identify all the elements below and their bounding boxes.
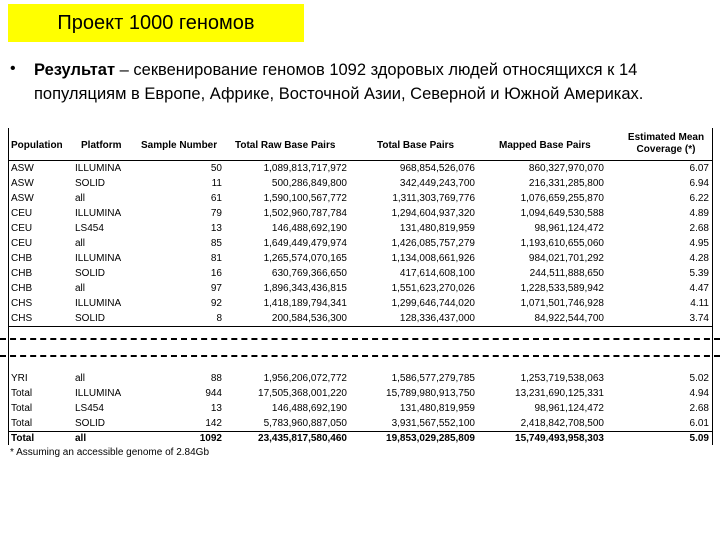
table-cell: 13,231,690,125,331: [515, 388, 604, 399]
table-cell: 1,299,646,744,020: [391, 298, 475, 309]
table-row: [9, 251, 712, 266]
header-estimated-mean-coverage: Estimated Mean Coverage (*): [627, 132, 705, 155]
table-cell: ASW: [11, 193, 34, 204]
table-cell: 984,021,701,292: [528, 253, 604, 264]
table-cell: 968,854,526,076: [399, 163, 475, 174]
table-row: [9, 206, 712, 221]
table-cell: 342,449,243,700: [399, 178, 475, 189]
cut-line-1: [0, 338, 720, 340]
table-cell: 1,094,649,530,588: [520, 208, 604, 219]
table-cell: 4.95: [689, 238, 709, 249]
header-total-base-pairs: Total Base Pairs: [377, 140, 455, 151]
table-cell: 131,480,819,959: [399, 403, 475, 414]
table-row: [9, 416, 712, 432]
table-cell: 17,505,368,001,220: [258, 388, 347, 399]
table-cell: 2.68: [689, 223, 709, 234]
table-cell: CHB: [11, 268, 33, 279]
header-platform: Platform: [81, 140, 122, 151]
table-cell: all: [75, 433, 87, 444]
table-row: [9, 221, 712, 236]
table-cell: LS454: [75, 403, 104, 414]
table-cell: LS454: [75, 223, 104, 234]
table-cell: CEU: [11, 238, 33, 249]
table-cell: 1092: [199, 433, 222, 444]
genome-table: [8, 128, 713, 445]
table-cell: 131,480,819,959: [399, 223, 475, 234]
table-cell: CEU: [11, 223, 33, 234]
table-row: [9, 236, 712, 251]
table-cell: 4.11: [690, 298, 709, 309]
table-cell: SOLID: [75, 178, 106, 189]
table-cell: 6.22: [689, 193, 709, 204]
table-cell: 1,134,008,661,926: [391, 253, 475, 264]
table-cell: 244,511,888,650: [529, 268, 604, 279]
table-cell: all: [75, 373, 86, 384]
header-sample-number: Sample Number: [141, 140, 218, 151]
table-cell: 1,089,813,717,972: [263, 163, 347, 174]
table-row: [9, 371, 712, 386]
table-cell: CHS: [11, 313, 33, 324]
table-cell: 1,253,719,538,063: [520, 373, 604, 384]
table-cell: 860,327,970,070: [528, 163, 604, 174]
table-cell: 5.02: [689, 373, 709, 384]
table-cell: 1,076,659,255,870: [520, 193, 604, 204]
table-row: [9, 161, 712, 176]
table-cell: 92: [210, 298, 222, 309]
table-cell: all: [75, 283, 86, 294]
table-cell: 128,336,437,000: [399, 313, 475, 324]
table-cell: 1,551,623,270,026: [391, 283, 475, 294]
table-cell: YRI: [11, 373, 28, 384]
table-row: [9, 281, 712, 296]
table-cell: 19,853,029,285,809: [386, 433, 475, 444]
table-cell: 1,311,303,769,776: [392, 193, 475, 204]
table-cell: 6.07: [689, 163, 709, 174]
table-cell: 1,228,533,589,942: [520, 283, 604, 294]
table-cell: 417,614,608,100: [399, 268, 475, 279]
table-cell: 88: [210, 373, 222, 384]
table-cell: ASW: [11, 178, 34, 189]
table-cell: 6.01: [689, 418, 709, 429]
table-cell: 142: [205, 418, 222, 429]
result-paragraph: [34, 58, 714, 106]
table-cell: 1,418,189,794,341: [263, 298, 347, 309]
table-cell: 85: [210, 238, 222, 249]
table-cell: 1,071,501,746,928: [520, 298, 604, 309]
table-cell: SOLID: [75, 313, 106, 324]
table-row: [9, 401, 712, 416]
table-cell: 1,956,206,072,772: [263, 373, 347, 384]
table-cell: 146,488,692,190: [271, 403, 347, 414]
table-cell: 1,193,610,655,060: [520, 238, 604, 249]
table-cell: CEU: [11, 208, 33, 219]
table-row: [9, 296, 712, 311]
table-cell: 79: [210, 208, 222, 219]
table-cell: 630,769,366,650: [271, 268, 347, 279]
table-row: [9, 431, 712, 446]
table-cell: 97: [210, 283, 222, 294]
table-row: [9, 191, 712, 206]
table-cell: 1,896,343,436,815: [263, 283, 347, 294]
table-cell: 81: [210, 253, 222, 264]
table-cell: SOLID: [75, 418, 106, 429]
table-cell: all: [75, 238, 86, 249]
table-cell: 1,590,100,567,772: [263, 193, 347, 204]
header-mapped-base-pairs: Mapped Base Pairs: [499, 140, 591, 151]
header-population: Population: [11, 140, 63, 151]
table-cell: 200,584,536,300: [271, 313, 347, 324]
table-cell: 15,749,493,958,303: [515, 433, 604, 444]
table-cell: ILLUMINA: [75, 163, 122, 174]
table-cell: 13: [210, 403, 222, 414]
table-cell: Total: [11, 403, 33, 414]
table-cell: SOLID: [75, 268, 106, 279]
table-cell: 944: [205, 388, 222, 399]
table-cell: 1,265,574,070,165: [263, 253, 347, 264]
table-row: [9, 266, 712, 281]
table-cell: 1,649,449,479,974: [263, 238, 347, 249]
table-cell: 1,426,085,757,279: [391, 238, 475, 249]
table-cell: 61: [210, 193, 222, 204]
header-total-raw-base-pairs: Total Raw Base Pairs: [235, 140, 336, 151]
table-cell: Total: [11, 433, 35, 444]
table-header: [9, 128, 712, 161]
table-cell: 3,931,567,552,100: [391, 418, 475, 429]
table-row: [9, 176, 712, 191]
table-cell: 2.68: [689, 403, 709, 414]
table-cell: 216,331,285,800: [528, 178, 604, 189]
table-cell: Total: [11, 388, 33, 399]
table-cell: 146,488,692,190: [271, 223, 347, 234]
table-cell: 11: [211, 178, 222, 189]
table-cell: CHB: [11, 283, 33, 294]
bullet-marker: •: [10, 60, 16, 77]
table-cell: 4.47: [689, 283, 709, 294]
table-cell: 1,586,577,279,785: [391, 373, 475, 384]
table-cell: 4.28: [689, 253, 709, 264]
cut-line-2: [0, 355, 720, 357]
table-cell: Total: [11, 418, 33, 429]
table-cell: 8: [216, 313, 222, 324]
table-cell: 5.39: [689, 268, 709, 279]
table-footnote: * Assuming an accessible genome of 2.84Gb: [10, 447, 210, 458]
result-label: Результат: [34, 61, 116, 79]
table-cell: 16: [210, 268, 222, 279]
table-cell: 98,961,124,472: [534, 403, 604, 414]
table-cell: 15,789,980,913,750: [386, 388, 475, 399]
table-cell: 5,783,960,887,050: [263, 418, 347, 429]
table-cell: ASW: [11, 163, 34, 174]
slide-title: Проект 1000 геномов: [8, 4, 304, 42]
table-cell: 98,961,124,472: [534, 223, 604, 234]
table-cell: ILLUMINA: [75, 208, 122, 219]
table-cell: CHS: [11, 298, 33, 309]
table-cell: all: [75, 193, 86, 204]
table-cell: 4.89: [689, 208, 709, 219]
table-row: [9, 386, 712, 401]
table-cell: 1,294,604,937,320: [391, 208, 475, 219]
table-cell: ILLUMINA: [75, 253, 122, 264]
table-cell: 4.94: [689, 388, 709, 399]
table-cell: 500,286,849,800: [271, 178, 347, 189]
table-cell: ILLUMINA: [75, 298, 122, 309]
result-text: – секвенирование геномов 1092 здоровых людей относящихся к 14 популяциям в Европе, Африке, Восточной Азии, Северной и Южной Америках.: [34, 61, 644, 103]
table-cell: 23,435,817,580,460: [258, 433, 347, 444]
table-cell: 6.94: [689, 178, 709, 189]
table-cell: 1,502,960,787,784: [263, 208, 347, 219]
table-cell: 50: [210, 163, 222, 174]
table-cell: 2,418,842,708,500: [520, 418, 604, 429]
table-cell: 13: [210, 223, 222, 234]
table-cell: 3.74: [689, 313, 709, 324]
table-cell: ILLUMINA: [75, 388, 122, 399]
table-row: [9, 311, 712, 327]
table-cell: 5.09: [689, 433, 709, 444]
table-cell: 84,922,544,700: [534, 313, 604, 324]
table-cell: CHB: [11, 253, 33, 264]
